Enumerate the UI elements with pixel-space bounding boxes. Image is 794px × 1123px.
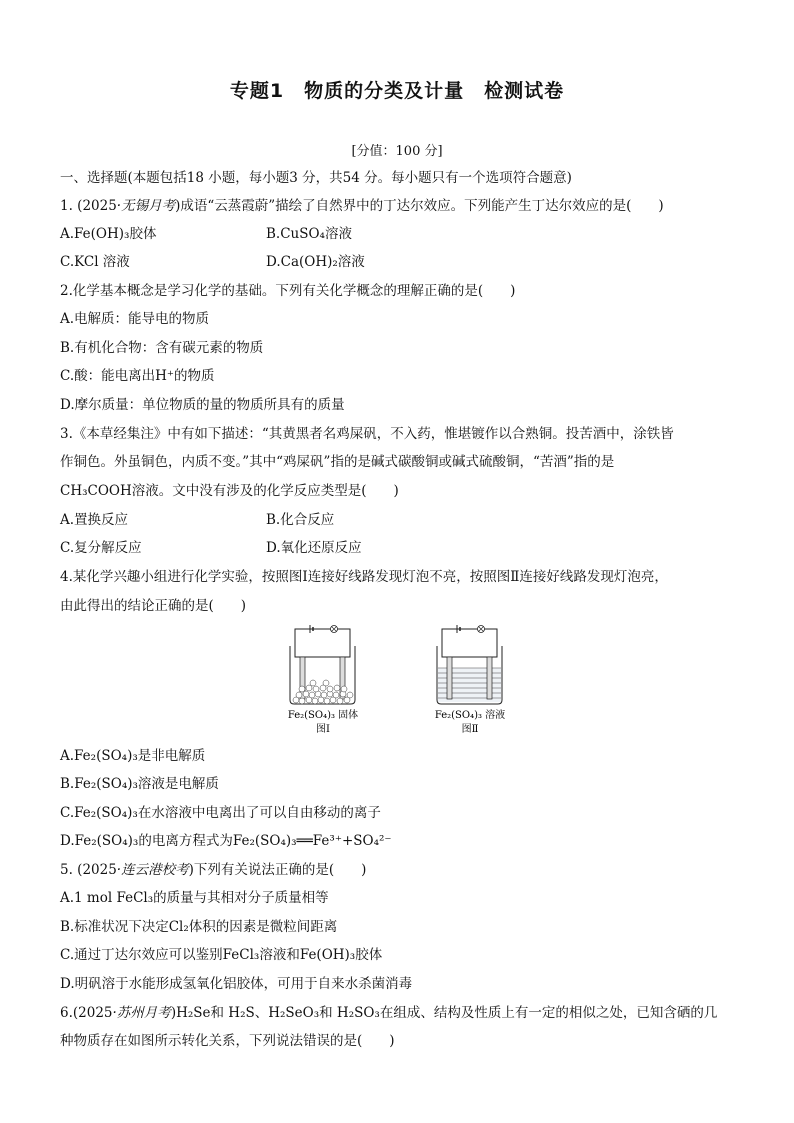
question-2-stem: 2.化学基本概念是学习化学的基础。下列有关化学概念的理解正确的是( ) [60,283,516,299]
question-1-options-row2 [60,252,365,272]
question-5-stem [60,860,366,880]
question-4-line1: 4.某化学兴趣小组进行化学实验，按照图Ⅰ连接好线路发现灯泡不亮，按照图Ⅱ连接好线路发现灯泡亮， [60,569,668,585]
figure-1-label: Fe₂(SO₄)₃ 固体 [287,710,359,721]
page-title: 专题1 物质的分类及计量 检测试卷 [229,80,565,102]
q4-option-a: A.Fe₂(SO₄)₃是非电解质 [60,748,206,764]
q1-option-b: B.CuSO₄溶液 [266,226,352,242]
q1-source: ·无锡月考 [116,198,176,214]
question-4-line2: 由此得出的结论正确的是( ) [60,598,247,614]
q5-number: 5. (2025 [60,862,117,878]
question-6-line2: 种物质存在如图所示转化关系，下列说法错误的是( ) [60,1033,395,1049]
q3-option-c: C.复分解反应 [60,540,142,556]
q6-text: )H₂Se和 H₂S、H₂SeO₃和 H₂SO₃在组成、结构及性质上有一定的相似之处，已知含硒的几 [170,1005,718,1021]
figure-2-apparatus [437,625,502,704]
q3-option-b: B.化合反应 [266,512,335,528]
figure-1-apparatus [290,625,355,704]
q6-source: ·苏州月考 [112,1005,171,1021]
q5-option-a: A.1 mol FeCl₃的质量与其相对分子质量相等 [60,890,329,906]
question-1-options-row1 [60,224,352,244]
figure-1-name: 图Ⅰ [316,724,330,735]
question-3-line3: CH₃COOH溶液。文中没有涉及的化学反应类型是( ) [60,483,399,499]
q1-text: )成语“云蒸霞蔚”描绘了自然界中的丁达尔效应。下列能产生丁达尔效应的是( ) [175,198,664,214]
q5-text: )下列有关说法正确的是( ) [188,862,367,878]
question-6-line1 [60,1003,717,1023]
q4-option-b: B.Fe₂(SO₄)₃溶液是电解质 [60,776,219,792]
q2-option-a: A.电解质：能导电的物质 [60,311,210,327]
q2-option-c: C.酸：能电离出H⁺的物质 [60,368,215,384]
q4-option-d: D.Fe₂(SO₄)₃的电离方程式为Fe₂(SO₄)₃══Fe³⁺+SO₄²⁻ [60,833,392,849]
section-heading: 一、选择题(本题包括18 小题，每小题3 分，共54 分。每小题只有一个选项符合题意) [60,170,572,186]
q3-option-a: A.置换反应 [60,512,129,528]
question-1-stem [60,196,664,216]
q2-option-b: B.有机化合物：含有碳元素的物质 [60,340,264,356]
question-3-options-row2 [60,538,362,558]
q2-option-d: D.摩尔质量：单位物质的量的物质所具有的质量 [60,397,345,413]
question-3-options-row1 [60,510,335,530]
q1-option-a: A.Fe(OH)₃胶体 [60,226,157,242]
figure-2-name: 图Ⅱ [461,724,479,735]
q5-option-c: C.通过丁达尔效应可以鉴别FeCl₃溶液和Fe(OH)₃胶体 [60,947,383,963]
conductivity-figure [280,624,520,744]
figure-2-label: Fe₂(SO₄)₃ 溶液 [434,710,506,721]
q5-source: ·连云港校考 [116,862,189,878]
q1-number: 1. (2025 [60,198,117,214]
q5-option-b: B.标准状况下决定Cl₂体积的因素是微粒间距离 [60,919,338,935]
q3-option-d: D.氧化还原反应 [266,540,362,556]
q1-option-d: D.Ca(OH)₂溶液 [266,254,365,270]
q4-option-c: C.Fe₂(SO₄)₃在水溶液中电离出了可以自由移动的离子 [60,805,381,821]
q5-option-d: D.明矾溶于水能形成氢氧化铝胶体，可用于自来水杀菌消毒 [60,976,413,992]
question-3-line2: 作铜色。外虽铜色，内质不变。”其中“鸡屎矾”指的是碱式碳酸铜或碱式硫酸铜，“苦酒”指的是 [60,454,615,470]
question-3-line1: 3.《本草经集注》中有如下描述：“其黄黑者名鸡屎矾，不入药，惟堪镀作以合熟铜。投苦酒中，涂铁皆 [60,426,674,442]
q6-number: 6.(2025 [60,1005,113,1021]
q1-option-c: C.KCl 溶液 [60,254,130,270]
score-note: [分值：100 分] [351,144,443,159]
